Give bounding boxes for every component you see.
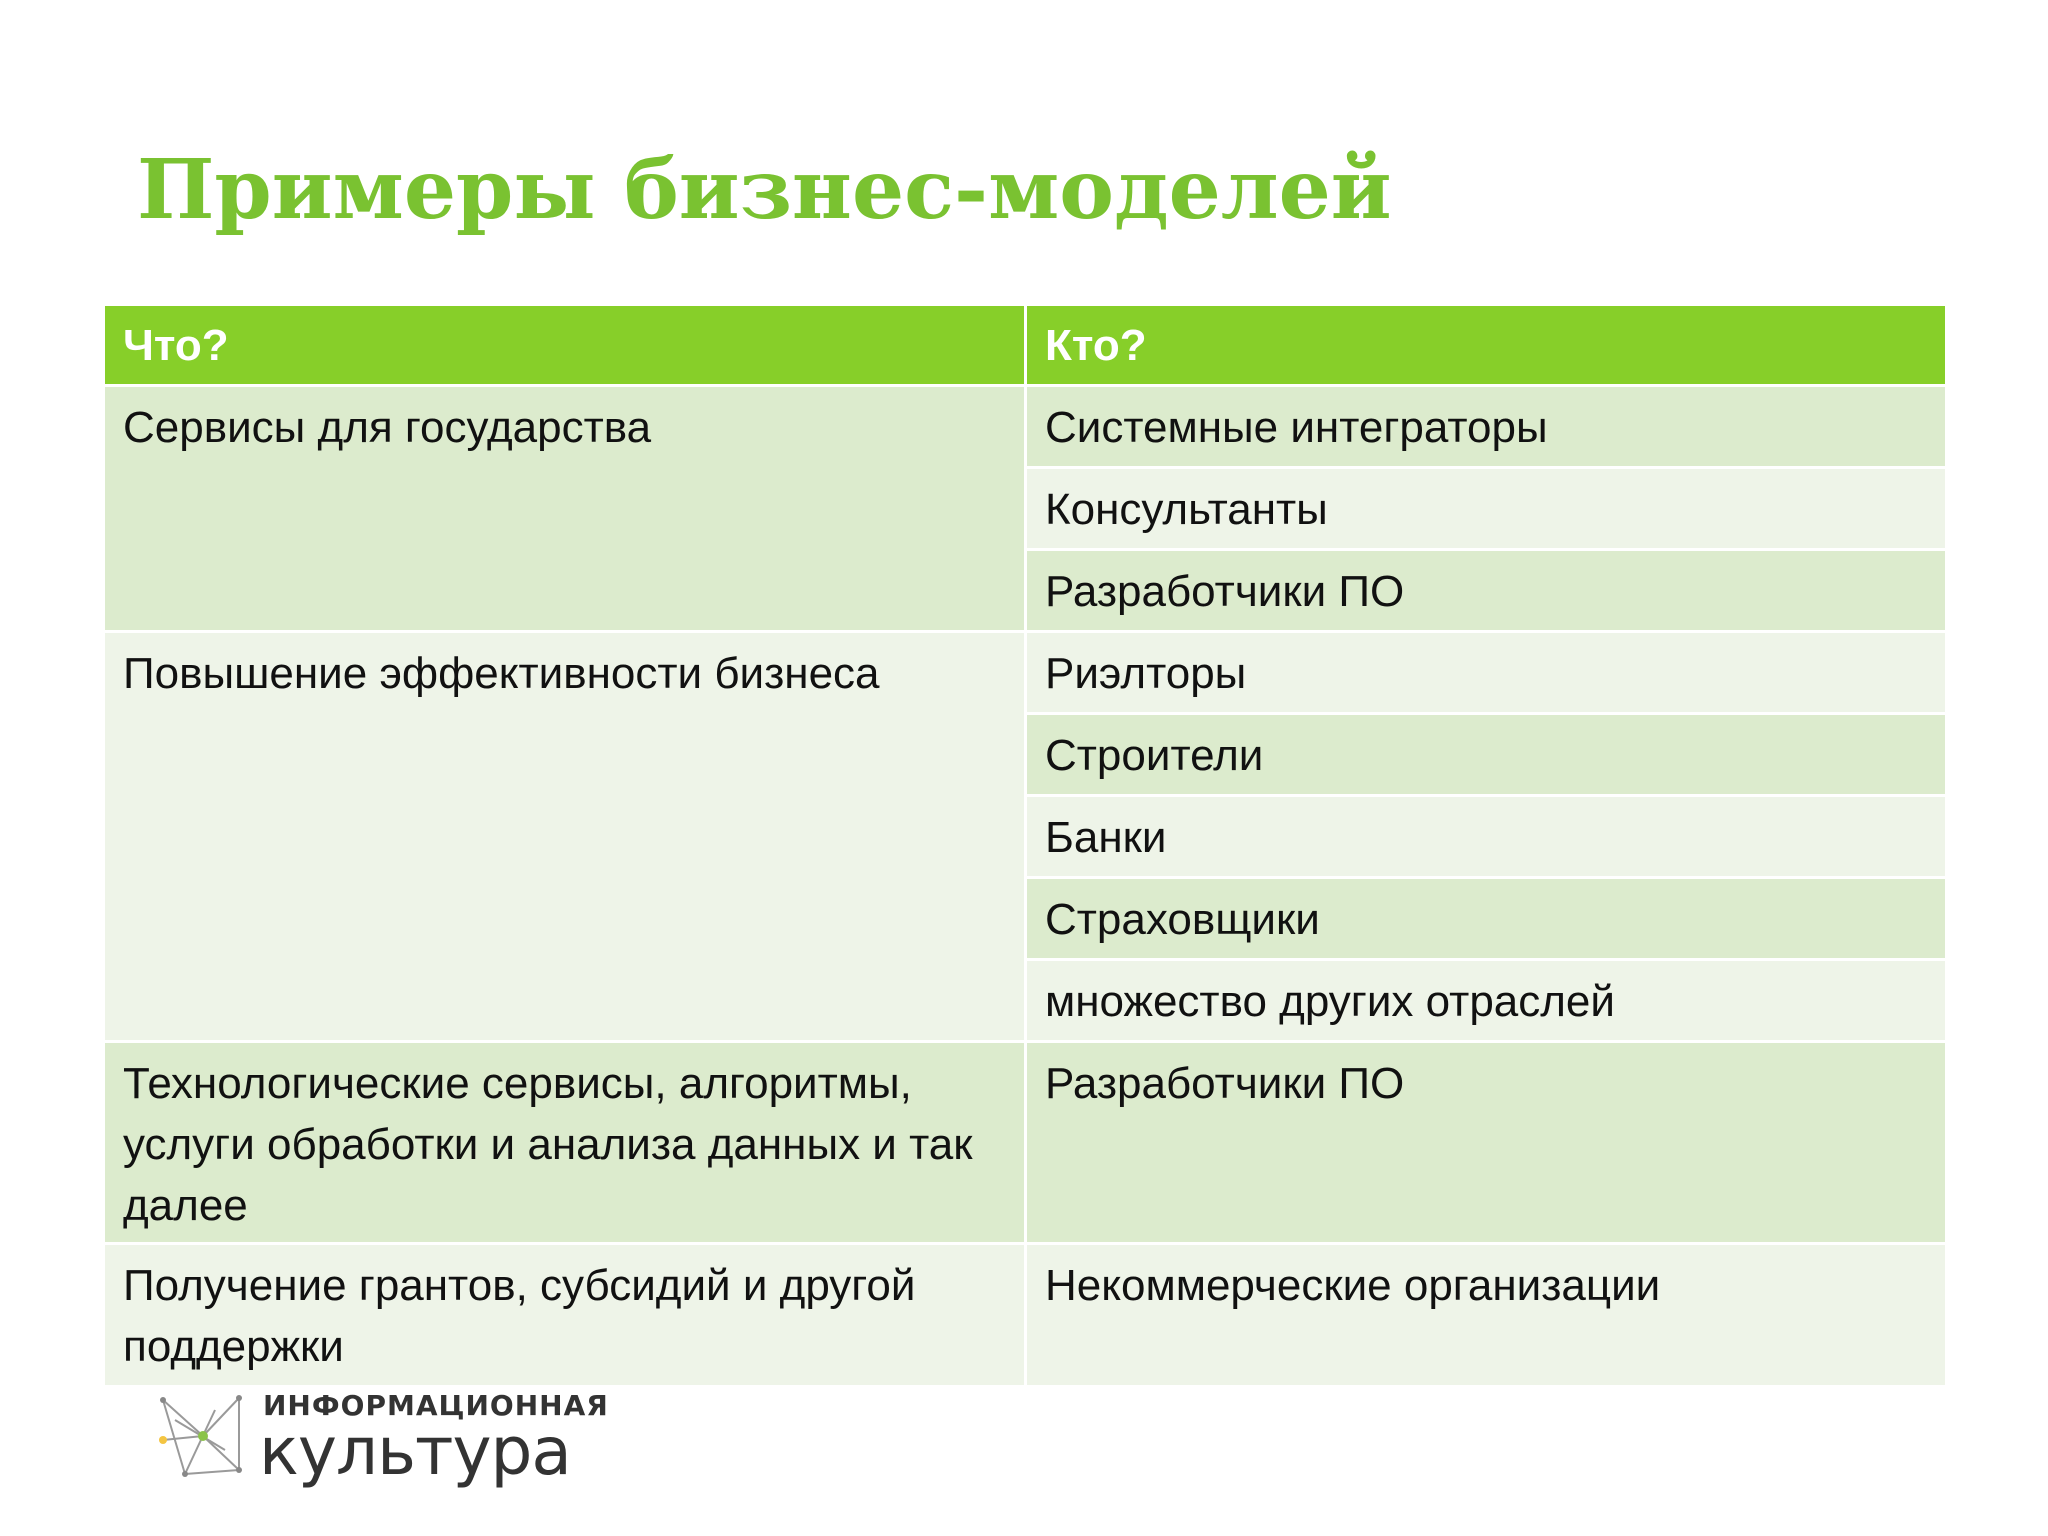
who-cell: Строители <box>1027 712 1945 794</box>
what-cell: Сервисы для государства <box>105 384 1024 630</box>
who-cell: Разработчики ПО <box>1027 1040 1945 1242</box>
slide-title: Примеры бизнес-моделей <box>137 142 1392 238</box>
logo <box>155 1389 609 1490</box>
who-cell: Некоммерческие организации <box>1027 1242 1945 1385</box>
who-cell: Риэлторы <box>1027 630 1945 712</box>
who-cell: Страховщики <box>1027 876 1945 958</box>
logo-text-top: ИНФОРМАЦИОННАЯ <box>263 1389 609 1422</box>
logo-text-bottom: культура <box>259 1413 571 1490</box>
business-models-table <box>105 306 1945 1390</box>
network-logo-icon <box>155 1390 245 1482</box>
what-cell: Получение грантов, субсидий и другой поддержки <box>105 1242 1024 1385</box>
who-cell: Системные интеграторы <box>1027 384 1945 466</box>
column-header-what: Что? <box>105 306 1024 384</box>
who-cell: множество других отраслей <box>1027 958 1945 1040</box>
column-header-who: Кто? <box>1027 306 1945 384</box>
what-cell: Технологические сервисы, алгоритмы, услуги обработки и анализа данных и так далее <box>105 1040 1024 1242</box>
who-cell: Разработчики ПО <box>1027 548 1945 630</box>
who-cell: Консультанты <box>1027 466 1945 548</box>
who-cell: Банки <box>1027 794 1945 876</box>
what-cell: Повышение эффективности бизнеса <box>105 630 1024 1040</box>
